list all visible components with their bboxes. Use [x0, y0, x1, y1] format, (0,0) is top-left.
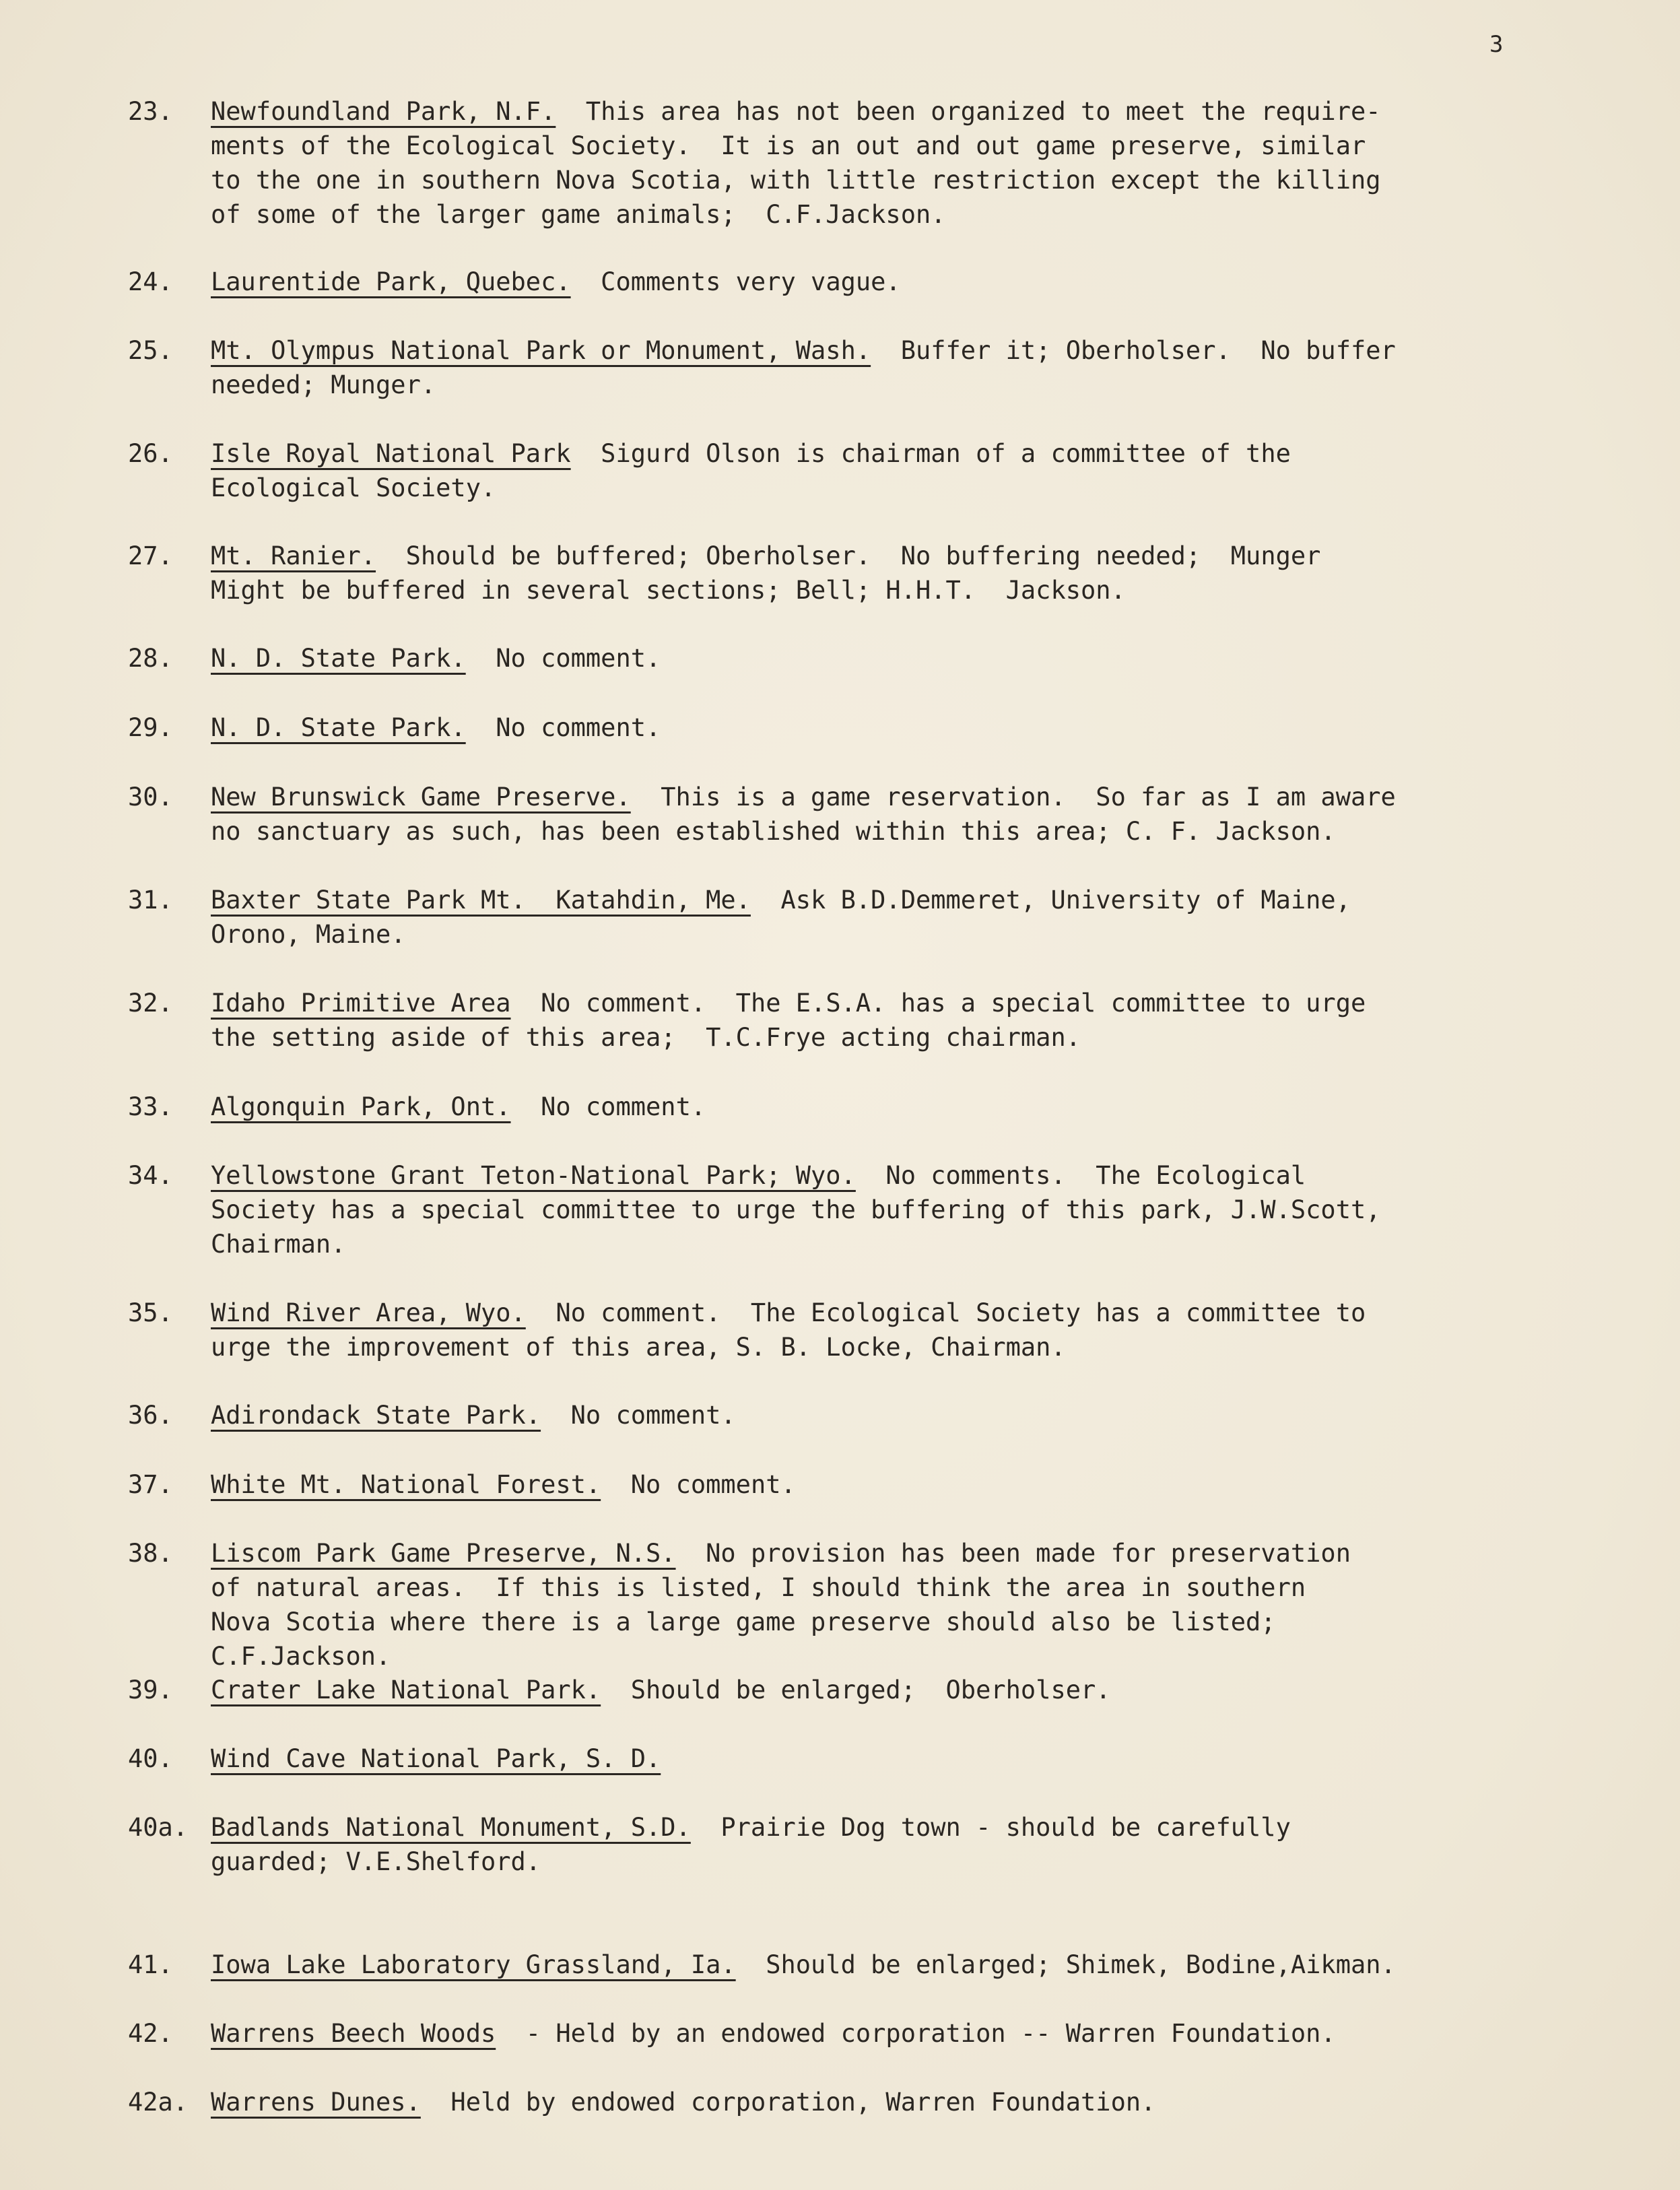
entry-number: 41. — [128, 1950, 173, 1979]
entry-text — [211, 1467, 1571, 1502]
entry-line — [211, 641, 1571, 675]
entry-comment: Comments very vague. — [570, 267, 901, 296]
entry-text — [211, 1090, 1571, 1124]
entry-comment: No comments. The Ecological — [855, 1161, 1306, 1190]
entry-title: Crater Lake National Park. — [211, 1675, 601, 1704]
entry-line: ments of the Ecological Society. It is an out and out game preserve, similar — [211, 131, 1366, 160]
entry-line: to the one in southern Nova Scotia, with little restriction except the killing — [211, 166, 1381, 195]
entry-line — [211, 710, 1571, 745]
entry-number: 42. — [128, 2019, 173, 2048]
entry-line: guarded; V.E.Shelford. — [211, 1847, 541, 1876]
entry-number: 35. — [128, 1298, 173, 1327]
entry-title: Idaho Primitive Area — [211, 989, 511, 1018]
entry-number: 29. — [128, 713, 173, 742]
entry-title: Liscom Park Game Preserve, N.S. — [211, 1539, 676, 1568]
entry-number: 42a. — [128, 2088, 189, 2117]
entry-line — [211, 333, 1571, 368]
entry-line — [211, 1158, 1571, 1193]
entry-line: Might be buffered in several sections; Bell; H.H.T. Jackson. — [211, 576, 1126, 605]
entry-comment: No provision has been made for preservation — [675, 1539, 1351, 1568]
entry-text — [211, 883, 1571, 952]
entry-text — [211, 333, 1571, 402]
entry-title: N. D. State Park. — [211, 713, 466, 742]
entry-title: New Brunswick Game Preserve. — [211, 783, 631, 811]
entry-comment: No comment. — [465, 713, 661, 742]
entry-title: Isle Royal National Park — [211, 439, 571, 468]
entry-line — [211, 1536, 1571, 1570]
entry-comment: No comment. The E.S.A. has a special committee to urge — [510, 989, 1366, 1018]
entry-comment: Should be buffered; Oberholser. No buffering needed; Munger — [376, 541, 1321, 570]
entry-title: Laurentide Park, Quebec. — [211, 267, 571, 296]
entry-number: 23. — [128, 97, 173, 126]
entry-title: N. D. State Park. — [211, 644, 466, 673]
entry-line: the setting aside of this area; T.C.Frye acting chairman. — [211, 1023, 1081, 1052]
entry-text — [211, 94, 1571, 232]
entry-text — [211, 1536, 1571, 1673]
entry-line: Nova Scotia where there is a large game preserve should also be listed; — [211, 1607, 1276, 1636]
entry-number: 26. — [128, 439, 173, 468]
entry-comment: This is a game reservation. So far as I am aware — [630, 783, 1396, 811]
entry-text — [211, 1296, 1571, 1364]
entry-text — [211, 1810, 1571, 1879]
entry-line: Ecological Society. — [211, 473, 496, 502]
entry-line: needed; Munger. — [211, 370, 436, 399]
entry-line: urge the improvement of this area, S. B. Locke, Chairman. — [211, 1333, 1066, 1362]
entry-title: Mt. Ranier. — [211, 541, 376, 570]
entry-text — [211, 2085, 1571, 2119]
entry-title: Algonquin Park, Ont. — [211, 1092, 511, 1121]
entry-line: Chairman. — [211, 1230, 346, 1259]
entry-comment: No comment. — [601, 1470, 796, 1499]
page-number: 3 — [1489, 31, 1504, 58]
entry-text — [211, 265, 1571, 299]
entry-comment: Should be enlarged; Shimek, Bodine,Aikman. — [735, 1950, 1396, 1979]
entry-line — [211, 2016, 1571, 2051]
entry-title: Newfoundland Park, N.F. — [211, 97, 556, 126]
entry-text — [211, 539, 1571, 607]
entry-line: no sanctuary as such, has been established within this area; C. F. Jackson. — [211, 817, 1336, 846]
entry-comment: Should be enlarged; Oberholser. — [601, 1675, 1111, 1704]
entry-title: Warrens Dunes. — [211, 2088, 421, 2117]
entry-number: 40a. — [128, 1813, 189, 1842]
entry-line — [211, 265, 1571, 299]
entry-number: 36. — [128, 1401, 173, 1430]
entry-line — [211, 539, 1571, 573]
entry-number: 33. — [128, 1092, 173, 1121]
entry-line — [211, 1810, 1571, 1845]
entry-title: Wind Cave National Park, S. D. — [211, 1744, 661, 1773]
entry-text — [211, 1673, 1571, 1707]
entry-line: Society has a special committee to urge the buffering of this park, J.W.Scott, — [211, 1195, 1381, 1224]
entry-line — [211, 1673, 1571, 1707]
entry-text — [211, 986, 1571, 1055]
entry-line — [211, 436, 1571, 471]
entry-line: C.F.Jackson. — [211, 1642, 391, 1671]
entry-title: Yellowstone Grant Teton-National Park; Wyo. — [211, 1161, 856, 1190]
entry-text — [211, 436, 1571, 505]
entry-text — [211, 710, 1571, 745]
entry-title: Badlands National Monument, S.D. — [211, 1813, 691, 1842]
entry-number: 32. — [128, 989, 173, 1018]
entry-comment: Prairie Dog town - should be carefully — [690, 1813, 1291, 1842]
entry-number: 37. — [128, 1470, 173, 1499]
entry-line — [211, 1296, 1571, 1330]
entry-line — [211, 1398, 1571, 1432]
entry-text — [211, 1158, 1571, 1261]
entry-title: Baxter State Park Mt. Katahdin, Me. — [211, 886, 751, 915]
entry-text — [211, 1398, 1571, 1432]
entry-title: Warrens Beech Woods — [211, 2019, 496, 2048]
entry-comment: This area has not been organized to meet the require- — [556, 97, 1381, 126]
entry-line — [211, 883, 1571, 917]
entry-comment: Held by endowed corporation, Warren Foundation. — [420, 2088, 1156, 2117]
entry-number: 31. — [128, 886, 173, 915]
entry-number: 24. — [128, 267, 173, 296]
entry-title: Iowa Lake Laboratory Grassland, Ia. — [211, 1950, 736, 1979]
entry-text — [211, 1948, 1571, 1982]
entry-text — [211, 780, 1571, 849]
entry-comment: Ask B.D.Demmeret, University of Maine, — [750, 886, 1351, 915]
entry-number: 27. — [128, 541, 173, 570]
entry-title: Wind River Area, Wyo. — [211, 1298, 526, 1327]
entry-text — [211, 641, 1571, 675]
entry-line: Orono, Maine. — [211, 920, 406, 949]
entry-number: 34. — [128, 1161, 173, 1190]
entry-number: 25. — [128, 336, 173, 365]
entry-title: Adirondack State Park. — [211, 1401, 541, 1430]
entry-title: Mt. Olympus National Park or Monument, Wash. — [211, 336, 871, 365]
entry-line — [211, 1741, 1571, 1776]
entry-title: White Mt. National Forest. — [211, 1470, 601, 1499]
entry-number: 28. — [128, 644, 173, 673]
entry-line — [211, 986, 1571, 1020]
entry-number: 39. — [128, 1675, 173, 1704]
entry-text — [211, 2016, 1571, 2051]
entry-number: 38. — [128, 1539, 173, 1568]
entry-comment: No comment. The Ecological Society has a committee to — [525, 1298, 1366, 1327]
entry-text — [211, 1741, 1571, 1776]
entry-line — [211, 1090, 1571, 1124]
entry-line — [211, 94, 1571, 129]
entry-comment: Buffer it; Oberholser. No buffer — [871, 336, 1396, 365]
entry-number: 30. — [128, 783, 173, 811]
entry-line — [211, 1948, 1571, 1982]
entry-line — [211, 780, 1571, 814]
entry-comment: No comment. — [510, 1092, 706, 1121]
entry-line — [211, 2085, 1571, 2119]
entry-comment: No comment. — [541, 1401, 736, 1430]
entry-line — [211, 1467, 1571, 1502]
entry-comment: No comment. — [465, 644, 661, 673]
entry-comment: - Held by an endowed corporation -- Warren Foundation. — [496, 2019, 1336, 2048]
entry-comment: Sigurd Olson is chairman of a committee of the — [570, 439, 1291, 468]
entry-line: of natural areas. If this is listed, I should think the area in southern — [211, 1573, 1306, 1602]
entry-number: 40. — [128, 1744, 173, 1773]
entry-line: of some of the larger game animals; C.F.Jackson. — [211, 200, 946, 229]
